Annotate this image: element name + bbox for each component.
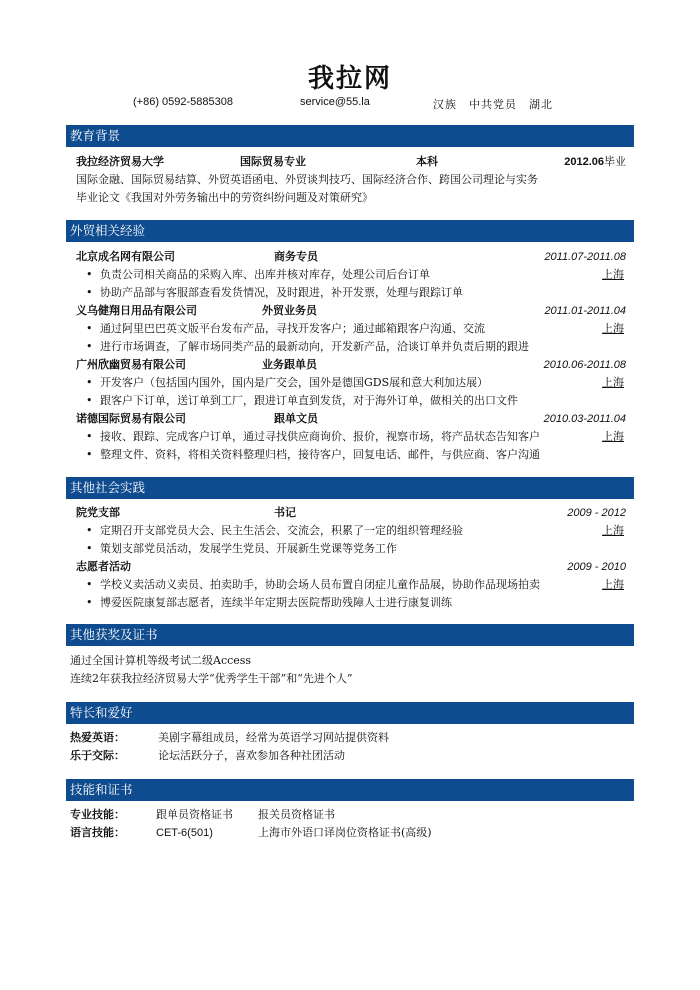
experience-date: 2011.07-2011.08 [544, 251, 626, 263]
major: 国际贸易专业 [240, 155, 306, 168]
role: 书记 [274, 506, 296, 519]
section-practice-header: 其他社会实践 [66, 477, 634, 498]
location-link[interactable]: 上海 [602, 268, 624, 281]
role: 跟单文员 [274, 412, 318, 425]
section-experience-header: 外贸相关经验 [66, 220, 634, 241]
list-item: • 定期召开支部党员大会、民主生活会、交流会，积累了一定的组织管理经验 上海 [86, 524, 624, 537]
personal-info: 汉族 中共党员 湖北 [433, 98, 553, 111]
education-row [76, 154, 626, 170]
practice-date: 2009 - 2012 [567, 507, 626, 519]
list-item: • 协助产品部与客服部查看发货情况，及时跟进，补开发票，处理与跟踪订单 [86, 286, 463, 299]
experience-date: 2010.06-2011.08 [543, 359, 626, 371]
practice-row [76, 559, 626, 575]
hobby-label: 乐于交际： [70, 749, 125, 762]
list-item: • 通过阿里巴巴英文版平台发布产品，寻找开发客户；通过邮箱跟客户沟通、交流 上海 [86, 322, 624, 335]
section-divider [66, 498, 634, 499]
list-item: • 负责公司相关商品的采购入库、出库并核对库存，处理公司后台订单 上海 [86, 268, 624, 281]
skill-label: 语言技能： [70, 826, 125, 839]
location-link[interactable]: 上海 [602, 322, 624, 335]
list-item: • 跟客户下订单，送订单到工厂，跟进订单直到发货，对于海外订单，做相关的出口文件 [86, 394, 518, 407]
courses: 国际金融、国际贸易结算、外贸英语函电、外贸谈判技巧、国际经济合作、跨国公司理论与实务 [76, 173, 538, 186]
location-link[interactable]: 上海 [602, 376, 624, 389]
list-item: • 接收、跟踪、完成客户订单，通过寻找供应商询价、报价，视察市场，将产品状态告知客户 上海 [86, 430, 624, 443]
company: 广州欣幽贸易有限公司 [76, 358, 186, 371]
list-item: • 策划支部党员活动，发展学生党员、开展新生党课等党务工作 [86, 542, 397, 555]
organization: 院党支部 [76, 506, 120, 519]
section-awards-header: 其他获奖及证书 [66, 624, 634, 645]
experience-date: 2011.01-2011.04 [544, 305, 626, 317]
section-hobbies-header: 特长和爱好 [66, 702, 634, 723]
company: 北京成名网有限公司 [76, 250, 175, 263]
company: 诺德国际贸易有限公司 [76, 412, 186, 425]
location-link[interactable]: 上海 [602, 430, 624, 443]
skill-row [70, 825, 620, 841]
list-item: • 学校义卖活动义卖员、拍卖助手，协助会场人员布置自闭症儿童作品展，协助作品现场拍卖 上海 [86, 578, 624, 591]
list-item: • 进行市场调查，了解市场同类产品的最新动向，开发新产品，洽谈订单并负责后期的跟进 [86, 340, 529, 353]
education-date: 2012.06 [564, 156, 604, 168]
thesis: 毕业论文《我国对外劳务输出中的劳资纠纷问题及对策研究》 [76, 191, 373, 204]
email: service@55.la [300, 96, 370, 108]
role: 外贸业务员 [262, 304, 317, 317]
section-education-header: 教育背景 [66, 125, 634, 146]
section-divider [66, 800, 634, 801]
skill-row [70, 807, 620, 823]
location-link[interactable]: 上海 [602, 578, 624, 591]
section-divider [66, 645, 634, 646]
skill-label: 专业技能： [70, 808, 125, 821]
school: 我拉经济贸易大学 [76, 155, 164, 168]
experience-date: 2010.03-2011.04 [543, 413, 626, 425]
experience-row [76, 357, 626, 373]
hobby-row [70, 748, 620, 764]
section-divider [66, 723, 634, 724]
award-item: 连续2年获我拉经济贸易大学“优秀学生干部”和“先进个人” [70, 672, 353, 685]
experience-row [76, 303, 626, 319]
practice-date: 2009 - 2010 [567, 561, 626, 573]
experience-row [76, 249, 626, 265]
role: 业务跟单员 [262, 358, 317, 371]
location-link[interactable]: 上海 [602, 524, 624, 537]
resume-name: 我拉网 [307, 64, 392, 94]
section-divider [66, 241, 634, 242]
role: 商务专员 [274, 250, 318, 263]
practice-row [76, 505, 626, 521]
contact-line [0, 96, 700, 112]
hobby-label: 热爱英语： [70, 731, 125, 744]
skill-b: 上海市外语口译岗位资格证书(高级) [258, 826, 432, 839]
list-item: • 整理文件、资料，将相关资料整理归档，接待客户，回复电话、邮件，与供应商、客户沟通 [86, 448, 540, 461]
skill-a: 跟单员资格证书 [156, 808, 233, 821]
organization: 志愿者活动 [76, 560, 131, 573]
hobby-row [70, 730, 620, 746]
phone: (+86) 0592-5885308 [133, 96, 233, 108]
skill-b: 报关员资格证书 [258, 808, 335, 821]
skill-a: CET-6(501) [156, 827, 213, 839]
company: 义乌健翔日用品有限公司 [76, 304, 197, 317]
experience-row [76, 411, 626, 427]
hobby-text: 论坛活跃分子，喜欢参加各种社团活动 [158, 749, 345, 762]
hobby-text: 美剧字幕组成员，经常为英语学习网站提供资料 [158, 731, 389, 744]
section-divider [66, 146, 634, 147]
list-item: • 博爱医院康复部志愿者，连续半年定期去医院帮助残障人士进行康复训练 [86, 596, 452, 609]
education-date-suffix: 毕业 [604, 155, 626, 168]
section-skills-header: 技能和证书 [66, 779, 634, 800]
degree: 本科 [416, 155, 438, 168]
award-item: 通过全国计算机等级考试二级Access [70, 654, 252, 667]
list-item: • 开发客户（包括国内国外，国内是广交会，国外是德国GDS展和意大利加达展） 上海 [86, 376, 624, 389]
